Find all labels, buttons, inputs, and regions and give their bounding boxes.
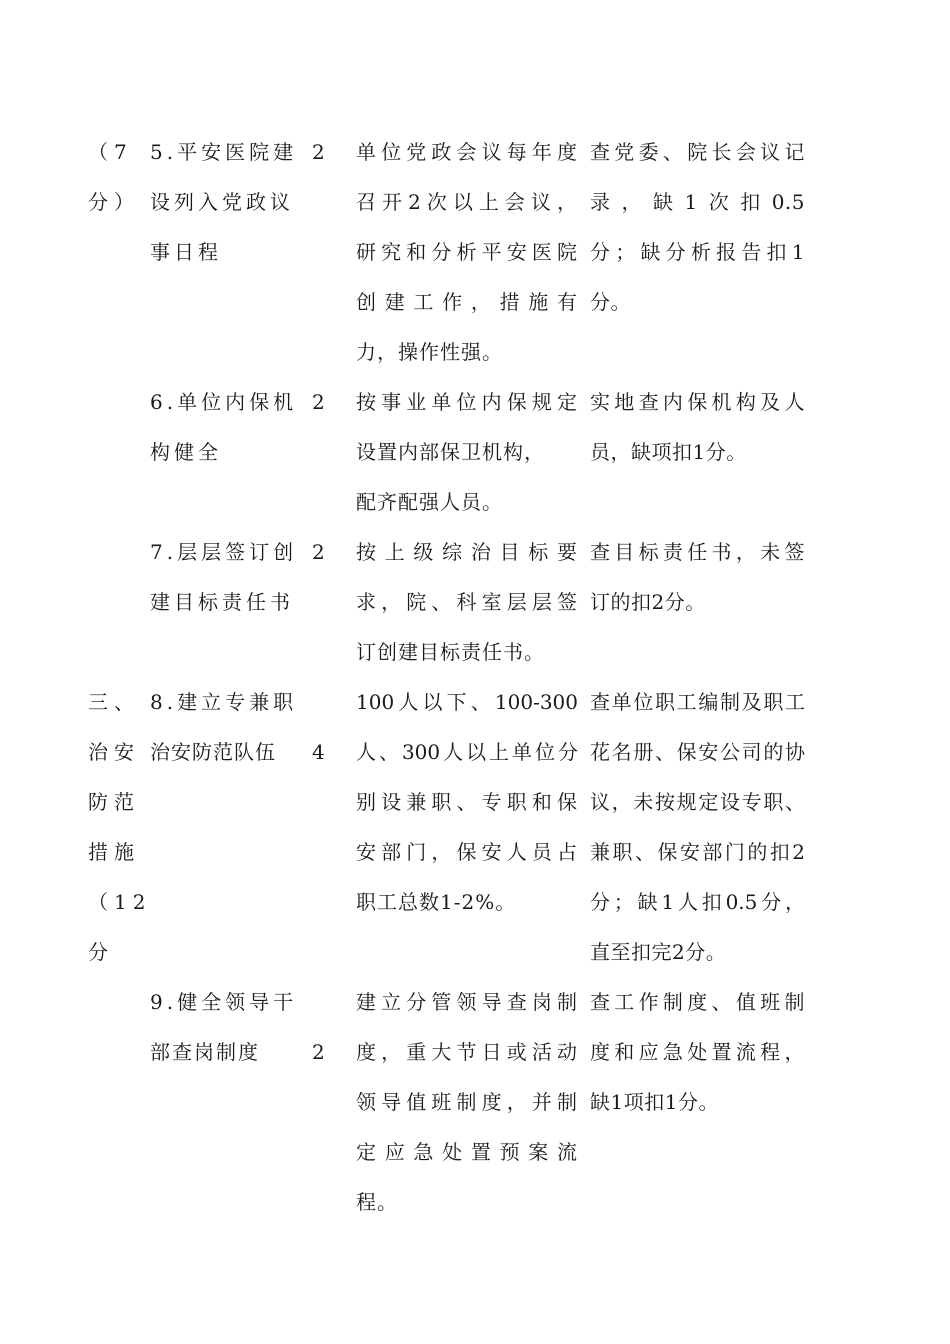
category-line: 三、 — [88, 690, 140, 714]
item-line: 事日程 — [150, 240, 222, 264]
item-line: 治安防范队伍 — [150, 740, 276, 764]
method-cell — [590, 127, 805, 327]
item-cell — [150, 527, 300, 627]
standard-line: 力，操作性强。 — [356, 340, 503, 364]
standard-line: 职工总数1-2%。 — [356, 890, 517, 914]
standard-line: 订创建目标责任书。 — [356, 640, 545, 664]
method-line: 实地查内保机构及人 — [590, 390, 805, 414]
method-cell — [590, 527, 805, 627]
standard-cell — [356, 977, 578, 1227]
score-value: 4 — [312, 740, 325, 764]
score-cell — [312, 527, 332, 577]
item-line: 7.层层签订创 — [150, 540, 298, 564]
standard-cell — [356, 377, 578, 527]
category-cell — [88, 677, 152, 977]
item-cell — [150, 127, 300, 277]
method-line: 分；缺分析报告扣1 — [590, 240, 805, 264]
standard-line: 别设兼职、专职和保 — [356, 790, 578, 814]
item-line: 5.平安医院建 — [150, 140, 298, 164]
standard-line: 100人以下、100-300 — [356, 690, 578, 714]
item-line: 6.单位内保机 — [150, 390, 298, 414]
standard-line: 按事业单位内保规定 — [356, 390, 578, 414]
method-line: 直至扣完2分。 — [590, 940, 727, 964]
method-line: 员，缺项扣1分。 — [590, 440, 747, 464]
item-cell — [150, 377, 300, 477]
method-line: 缺1项扣1分。 — [590, 1090, 719, 1114]
standard-line: 创建工作，措施有 — [356, 290, 578, 314]
method-cell — [590, 677, 805, 977]
method-line: 花名册、保安公司的协 — [590, 740, 805, 764]
method-cell — [590, 377, 805, 477]
category-line: 措施 — [88, 840, 140, 864]
item-line: 8.建立专兼职 — [150, 690, 298, 714]
method-line: 度和应急处置流程， — [590, 1040, 805, 1064]
method-line: 议，未按规定设专职、 — [590, 790, 805, 814]
item-line: 部查岗制度 — [150, 1040, 260, 1064]
score-value: 2 — [312, 140, 325, 164]
standard-line: 程。 — [356, 1190, 398, 1214]
item-line: 构健全 — [150, 440, 222, 464]
standard-line: 人、300人以上单位分 — [356, 740, 578, 764]
category-line: （7 — [88, 140, 133, 164]
standard-line: 单位党政会议每年度 — [356, 140, 578, 164]
standard-line: 度，重大节日或活动 — [356, 1040, 578, 1064]
standard-line: 安部门，保安人员占 — [356, 840, 578, 864]
method-line: 查目标责任书，未签 — [590, 540, 805, 564]
standard-line: 配齐配强人员。 — [356, 490, 503, 514]
category-line: 防范 — [88, 790, 140, 814]
category-cell — [88, 127, 144, 227]
score-cell — [312, 727, 332, 777]
score-value: 2 — [312, 540, 325, 564]
standard-line: 建立分管领导查岗制 — [356, 990, 578, 1014]
item-line: 9.健全领导干 — [150, 990, 298, 1014]
category-line: 治安 — [88, 740, 140, 764]
method-line: 查党委、院长会议记 — [590, 140, 805, 164]
category-line: （12 — [88, 890, 152, 914]
standard-line: 设置内部保卫机构， — [356, 440, 545, 464]
score-cell — [312, 127, 332, 177]
method-line: 分。 — [590, 290, 631, 314]
method-line: 查工作制度、值班制 — [590, 990, 805, 1014]
method-line: 查单位职工编制及职工 — [590, 690, 805, 714]
method-line: 分；缺1人扣0.5分， — [590, 890, 805, 914]
item-line: 建目标责任书 — [150, 590, 294, 614]
score-cell — [312, 377, 332, 427]
category-line: 分） — [88, 190, 140, 214]
standard-line: 领导值班制度，并制 — [356, 1090, 578, 1114]
item-cell — [150, 977, 300, 1077]
standard-line: 研究和分析平安医院 — [356, 240, 578, 264]
method-line: 兼职、保安部门的扣2 — [590, 840, 805, 864]
standard-line: 召开2次以上会议， — [356, 190, 578, 214]
score-cell — [312, 1027, 332, 1077]
score-value: 2 — [312, 390, 325, 414]
method-line: 录，缺1次扣0.5 — [590, 190, 805, 214]
standard-cell — [356, 127, 578, 377]
standard-cell — [356, 677, 578, 927]
standard-line: 定应急处置预案流 — [356, 1140, 578, 1164]
standard-line: 按上级综治目标要 — [356, 540, 578, 564]
standard-line: 求，院、科室层层签 — [356, 590, 578, 614]
method-cell — [590, 977, 805, 1127]
item-cell — [150, 677, 300, 777]
standard-cell — [356, 527, 578, 677]
category-line: 分 — [88, 940, 114, 964]
score-value: 2 — [312, 1040, 325, 1064]
method-line: 订的扣2分。 — [590, 590, 706, 614]
item-line: 设列入党政议 — [150, 190, 294, 214]
